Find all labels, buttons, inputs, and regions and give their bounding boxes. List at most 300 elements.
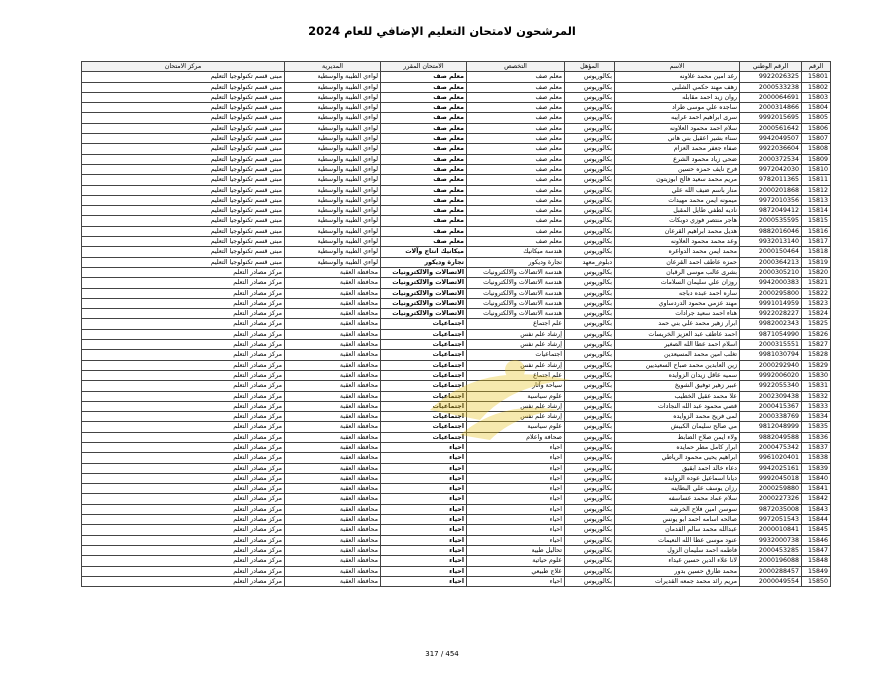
col-exam-cell: معلم صف: [381, 103, 467, 113]
col-number-cell: 15801: [802, 72, 831, 82]
col-specialization-cell: إرشاد علم نفس: [467, 401, 565, 411]
col-exam-cell: معلم صف: [381, 195, 467, 205]
col-national-id-cell: 9992015695: [740, 113, 802, 123]
col-name-cell: ناديه لطفي طايل المقبل: [615, 206, 740, 216]
col-qualification-cell: بكالوريوس: [565, 463, 615, 473]
col-specialization-cell: علاج طبيعي: [467, 566, 565, 576]
col-exam-cell: اجتماعيات: [381, 360, 467, 370]
col-specialization-cell: احياء: [467, 463, 565, 473]
col-exam-cell: احياء: [381, 556, 467, 566]
col-name-cell: مهند عزمي محمود الدردساوي: [615, 298, 740, 308]
col-name-cell: ضحى زياد محمود الشرع: [615, 154, 740, 164]
table-row: [82, 350, 831, 360]
col-exam-cell: معلم صف: [381, 72, 467, 82]
col-number-cell: 15825: [802, 319, 831, 329]
table-row: [82, 576, 831, 586]
col-exam-center-cell: مركز مصادر التعلم: [82, 473, 285, 483]
col-number-cell: 15827: [802, 340, 831, 350]
col-exam-center-cell: مبنى قسم تكنولوجيا التعليم: [82, 144, 285, 154]
col-national-id-cell: 9922036604: [740, 144, 802, 154]
col-number-cell: 15823: [802, 298, 831, 308]
col-qualification-cell: بكالوريوس: [565, 391, 615, 401]
col-qualification-cell: بكالوريوس: [565, 226, 615, 236]
col-specialization-cell: معلم صف: [467, 226, 565, 236]
col-qualification-cell: بكالوريوس: [565, 164, 615, 174]
col-number-cell: 15824: [802, 309, 831, 319]
col-qualification-cell: بكالوريوس: [565, 103, 615, 113]
col-exam-cell: معلم صف: [381, 123, 467, 133]
col-name-cell: ابراهيم يحيى محمود الرياطي: [615, 453, 740, 463]
col-directorate-cell: محافظة العقبة: [285, 381, 381, 391]
col-name-cell: عنود موسى عطا الله النعيمات: [615, 535, 740, 545]
col-exam-cell: معلم صف: [381, 164, 467, 174]
col-national-id-cell: 2000314866: [740, 103, 802, 113]
col-number-cell: 15806: [802, 123, 831, 133]
table-row: [82, 278, 831, 288]
col-national-id-cell: 9992006020: [740, 370, 802, 380]
col-specialization-cell: تحاليل طبية: [467, 545, 565, 555]
col-national-id-cell: 9991014959: [740, 298, 802, 308]
col-exam-center-cell: مركز مصادر التعلم: [82, 309, 285, 319]
col-qualification-cell: بكالوريوس: [565, 185, 615, 195]
col-exam-center-cell: مبنى قسم تكنولوجيا التعليم: [82, 154, 285, 164]
col-specialization-cell: هندسة الاتصالات والالكترونيات: [467, 267, 565, 277]
col-directorate-cell: لواءي الطيبة والوسطية: [285, 92, 381, 102]
col-exam-center-cell: مركز مصادر التعلم: [82, 556, 285, 566]
col-national-id-cell: 2000150464: [740, 247, 802, 257]
col-qualification-cell: بكالوريوس: [565, 422, 615, 432]
table-row: [82, 175, 831, 185]
col-number-cell: 15826: [802, 329, 831, 339]
col-qualification-cell: بكالوريوس: [565, 123, 615, 133]
col-specialization-cell: احياء: [467, 484, 565, 494]
table-row: [82, 391, 831, 401]
col-qualification-cell: بكالوريوس: [565, 453, 615, 463]
col-exam-cell: اجتماعيات: [381, 432, 467, 442]
table-row: [82, 473, 831, 483]
col-national-id-cell: 2002309438: [740, 391, 802, 401]
col-number-cell: 15819: [802, 257, 831, 267]
col-national-id-cell: 9882016046: [740, 226, 802, 236]
col-number-cell: 15828: [802, 350, 831, 360]
header-col-exam-center: مركز الامتحان: [82, 62, 285, 72]
col-specialization-cell: علم اجتماع: [467, 370, 565, 380]
col-exam-center-cell: مركز مصادر التعلم: [82, 412, 285, 422]
table-row: [82, 72, 831, 82]
table-row: [82, 566, 831, 576]
col-qualification-cell: بكالوريوس: [565, 360, 615, 370]
col-specialization-cell: معلم صف: [467, 82, 565, 92]
col-directorate-cell: محافظة العقبة: [285, 473, 381, 483]
col-directorate-cell: محافظة العقبة: [285, 309, 381, 319]
col-specialization-cell: معلم صف: [467, 144, 565, 154]
col-name-cell: سلام احمد محمود العلاونه: [615, 123, 740, 133]
col-specialization-cell: إرشاد علم نفس: [467, 340, 565, 350]
col-qualification-cell: بكالوريوس: [565, 504, 615, 514]
col-number-cell: 15834: [802, 412, 831, 422]
col-exam-center-cell: مبنى قسم تكنولوجيا التعليم: [82, 72, 285, 82]
col-number-cell: 15829: [802, 360, 831, 370]
col-qualification-cell: بكالوريوس: [565, 309, 615, 319]
col-exam-center-cell: مركز مصادر التعلم: [82, 545, 285, 555]
table-row: [82, 216, 831, 226]
table-row: [82, 247, 831, 257]
header-col-number: الرقم: [802, 62, 831, 72]
col-exam-center-cell: مركز مصادر التعلم: [82, 566, 285, 576]
col-specialization-cell: علوم سياسية: [467, 391, 565, 401]
col-name-cell: سوسن امين فلاح الخرشه: [615, 504, 740, 514]
col-exam-cell: معلم صف: [381, 144, 467, 154]
col-name-cell: فرح نايف حمزه حسين: [615, 164, 740, 174]
col-exam-cell: احياء: [381, 504, 467, 514]
col-national-id-cell: 2000535595: [740, 216, 802, 226]
col-exam-center-cell: مبنى قسم تكنولوجيا التعليم: [82, 92, 285, 102]
col-directorate-cell: محافظة العقبة: [285, 401, 381, 411]
col-number-cell: 15846: [802, 535, 831, 545]
col-qualification-cell: بكالوريوس: [565, 278, 615, 288]
col-specialization-cell: علم اجتماع: [467, 319, 565, 329]
col-specialization-cell: معلم صف: [467, 72, 565, 82]
col-number-cell: 15836: [802, 432, 831, 442]
table-row: [82, 412, 831, 422]
col-directorate-cell: محافظة العقبة: [285, 422, 381, 432]
col-specialization-cell: علوم حياتية: [467, 556, 565, 566]
col-name-cell: قصي محمود عبد الله النجادات: [615, 401, 740, 411]
col-name-cell: حمزه عاطف احمد القرعان: [615, 257, 740, 267]
table-row: [82, 463, 831, 473]
col-name-cell: هناء احمد سعيد جرادات: [615, 309, 740, 319]
col-number-cell: 15837: [802, 442, 831, 452]
col-directorate-cell: لواءي الطيبة والوسطية: [285, 82, 381, 92]
col-exam-center-cell: مبنى قسم تكنولوجيا التعليم: [82, 113, 285, 123]
col-qualification-cell: بكالوريوس: [565, 370, 615, 380]
col-name-cell: عبدالله محمد سالم القدمان: [615, 525, 740, 535]
col-specialization-cell: إرشاد علم نفس: [467, 360, 565, 370]
col-name-cell: علا محمد عقيل الخطيب: [615, 391, 740, 401]
col-name-cell: صفاء جعفر محمد العزام: [615, 144, 740, 154]
col-qualification-cell: بكالوريوس: [565, 515, 615, 525]
col-name-cell: مي صالح سليمان الكبيش: [615, 422, 740, 432]
col-number-cell: 15849: [802, 566, 831, 576]
col-qualification-cell: بكالوريوس: [565, 576, 615, 586]
col-exam-cell: تجارة وديكور: [381, 257, 467, 267]
col-exam-center-cell: مركز مصادر التعلم: [82, 267, 285, 277]
col-exam-center-cell: مركز مصادر التعلم: [82, 494, 285, 504]
col-specialization-cell: معلم صف: [467, 216, 565, 226]
col-exam-center-cell: مركز مصادر التعلم: [82, 350, 285, 360]
col-number-cell: 15845: [802, 525, 831, 535]
col-exam-cell: الاتصالات والالكترونيات: [381, 288, 467, 298]
col-exam-cell: احياء: [381, 453, 467, 463]
col-qualification-cell: بكالوريوس: [565, 545, 615, 555]
col-name-cell: روان زيد احمد مقابله: [615, 92, 740, 102]
col-exam-center-cell: مركز مصادر التعلم: [82, 401, 285, 411]
col-directorate-cell: لواءي الطيبة والوسطية: [285, 164, 381, 174]
col-specialization-cell: هندسة الاتصالات والالكترونيات: [467, 298, 565, 308]
col-qualification-cell: بكالوريوس: [565, 401, 615, 411]
col-number-cell: 15841: [802, 484, 831, 494]
col-directorate-cell: لواءي الطيبة والوسطية: [285, 247, 381, 257]
col-qualification-cell: بكالوريوس: [565, 566, 615, 576]
col-directorate-cell: لواءي الطيبة والوسطية: [285, 257, 381, 267]
col-number-cell: 15810: [802, 164, 831, 174]
col-exam-center-cell: مبنى قسم تكنولوجيا التعليم: [82, 237, 285, 247]
col-name-cell: دعاء خالد احمد ابقيق: [615, 463, 740, 473]
col-specialization-cell: معلم صف: [467, 175, 565, 185]
col-name-cell: ابرار زهير محمد علي بني حمد: [615, 319, 740, 329]
col-name-cell: بشرى غالب موسى الرقبان: [615, 267, 740, 277]
table-row: [82, 360, 831, 370]
header-col-national-id: الرقم الوطني: [740, 62, 802, 72]
col-number-cell: 15803: [802, 92, 831, 102]
col-qualification-cell: بكالوريوس: [565, 216, 615, 226]
col-national-id-cell: 2000475342: [740, 442, 802, 452]
col-exam-center-cell: مبنى قسم تكنولوجيا التعليم: [82, 185, 285, 195]
col-name-cell: زهف مهند حكمي الشلبي: [615, 82, 740, 92]
col-qualification-cell: بكالوريوس: [565, 556, 615, 566]
col-national-id-cell: 9972051543: [740, 515, 802, 525]
table-row: [82, 545, 831, 555]
col-directorate-cell: لواءي الطيبة والوسطية: [285, 134, 381, 144]
col-number-cell: 15848: [802, 556, 831, 566]
col-specialization-cell: احياء: [467, 473, 565, 483]
col-number-cell: 15822: [802, 288, 831, 298]
col-name-cell: لمى فريح محمد الزوايده: [615, 412, 740, 422]
col-national-id-cell: 9972010356: [740, 195, 802, 205]
table-header-row: [82, 62, 831, 72]
col-specialization-cell: معلم صف: [467, 123, 565, 133]
col-name-cell: سرى ابراهيم احمد غرايبه: [615, 113, 740, 123]
col-national-id-cell: 2000049554: [740, 576, 802, 586]
col-exam-center-cell: مركز مصادر التعلم: [82, 288, 285, 298]
col-number-cell: 15838: [802, 453, 831, 463]
col-directorate-cell: محافظة العقبة: [285, 442, 381, 452]
col-exam-center-cell: مبنى قسم تكنولوجيا التعليم: [82, 226, 285, 236]
col-name-cell: احمد عاطف عبد العزيز الخريسات: [615, 329, 740, 339]
col-directorate-cell: محافظة العقبة: [285, 515, 381, 525]
col-qualification-cell: بكالوريوس: [565, 298, 615, 308]
col-specialization-cell: سياحة وآثار: [467, 381, 565, 391]
col-national-id-cell: 2000295800: [740, 288, 802, 298]
col-exam-center-cell: مركز مصادر التعلم: [82, 484, 285, 494]
col-exam-center-cell: مركز مصادر التعلم: [82, 525, 285, 535]
col-qualification-cell: دبلوم_معهد: [565, 257, 615, 267]
col-national-id-cell: 2000315551: [740, 340, 802, 350]
col-national-id-cell: 2000533238: [740, 82, 802, 92]
col-exam-cell: احياء: [381, 525, 467, 535]
col-specialization-cell: معلم صف: [467, 103, 565, 113]
col-number-cell: 15831: [802, 381, 831, 391]
col-name-cell: وعد محمد محمود العلاونه: [615, 237, 740, 247]
col-exam-center-cell: مبنى قسم تكنولوجيا التعليم: [82, 103, 285, 113]
col-number-cell: 15817: [802, 237, 831, 247]
col-national-id-cell: 2000372534: [740, 154, 802, 164]
col-qualification-cell: بكالوريوس: [565, 412, 615, 422]
col-national-id-cell: 2000561642: [740, 123, 802, 133]
col-qualification-cell: بكالوريوس: [565, 206, 615, 216]
col-number-cell: 15809: [802, 154, 831, 164]
table-row: [82, 113, 831, 123]
col-directorate-cell: محافظة العقبة: [285, 545, 381, 555]
col-exam-cell: معلم صف: [381, 206, 467, 216]
table-row: [82, 195, 831, 205]
col-name-cell: مريم رائد محمد جمعه القديرات: [615, 576, 740, 586]
col-name-cell: مريم محمد سعيد فالح ابوزيتون: [615, 175, 740, 185]
col-number-cell: 15835: [802, 422, 831, 432]
col-directorate-cell: محافظة العقبة: [285, 288, 381, 298]
col-exam-center-cell: مركز مصادر التعلم: [82, 453, 285, 463]
col-exam-center-cell: مبنى قسم تكنولوجيا التعليم: [82, 123, 285, 133]
col-directorate-cell: لواءي الطيبة والوسطية: [285, 123, 381, 133]
col-exam-cell: احياء: [381, 484, 467, 494]
col-exam-center-cell: مركز مصادر التعلم: [82, 319, 285, 329]
col-directorate-cell: محافظة العقبة: [285, 298, 381, 308]
col-qualification-cell: بكالوريوس: [565, 473, 615, 483]
col-national-id-cell: 2000201868: [740, 185, 802, 195]
col-name-cell: فاطمه احمد سليمان الزول: [615, 545, 740, 555]
col-exam-cell: احياء: [381, 494, 467, 504]
col-specialization-cell: احياء: [467, 515, 565, 525]
col-qualification-cell: بكالوريوس: [565, 484, 615, 494]
col-directorate-cell: محافظة العقبة: [285, 525, 381, 535]
table-row: [82, 267, 831, 277]
col-specialization-cell: احياء: [467, 504, 565, 514]
col-qualification-cell: بكالوريوس: [565, 82, 615, 92]
col-specialization-cell: هندسة الاتصالات والالكترونيات: [467, 278, 565, 288]
col-directorate-cell: لواءي الطيبة والوسطية: [285, 144, 381, 154]
col-directorate-cell: لواءي الطيبة والوسطية: [285, 185, 381, 195]
col-specialization-cell: احياء: [467, 535, 565, 545]
col-exam-center-cell: مبنى قسم تكنولوجيا التعليم: [82, 206, 285, 216]
table-row: [82, 442, 831, 452]
col-national-id-cell: 9812048999: [740, 422, 802, 432]
col-national-id-cell: 9942000383: [740, 278, 802, 288]
col-national-id-cell: 2000259880: [740, 484, 802, 494]
col-directorate-cell: محافظة العقبة: [285, 432, 381, 442]
table-row: [82, 298, 831, 308]
col-exam-center-cell: مركز مصادر التعلم: [82, 298, 285, 308]
col-qualification-cell: بكالوريوس: [565, 535, 615, 545]
col-exam-cell: احياء: [381, 576, 467, 586]
col-exam-cell: احياء: [381, 442, 467, 452]
col-directorate-cell: لواءي الطيبة والوسطية: [285, 206, 381, 216]
col-exam-cell: معلم صف: [381, 154, 467, 164]
col-specialization-cell: معلم صف: [467, 134, 565, 144]
col-number-cell: 15815: [802, 216, 831, 226]
col-name-cell: ساجده علي موسى طراد: [615, 103, 740, 113]
col-national-id-cell: 9872035008: [740, 504, 802, 514]
table-row: [82, 134, 831, 144]
col-national-id-cell: 9922028227: [740, 309, 802, 319]
col-exam-center-cell: مركز مصادر التعلم: [82, 370, 285, 380]
col-name-cell: سلام عماد محمد عساسفه: [615, 494, 740, 504]
col-directorate-cell: محافظة العقبة: [285, 278, 381, 288]
col-name-cell: اسلام احمد عطا الله الصغير: [615, 340, 740, 350]
col-number-cell: 15843: [802, 504, 831, 514]
table-row: [82, 319, 831, 329]
table-row: [82, 504, 831, 514]
table-row: [82, 494, 831, 504]
col-exam-cell: اجتماعيات: [381, 401, 467, 411]
col-qualification-cell: بكالوريوس: [565, 247, 615, 257]
col-national-id-cell: 2000338769: [740, 412, 802, 422]
col-qualification-cell: بكالوريوس: [565, 350, 615, 360]
col-specialization-cell: معلم صف: [467, 195, 565, 205]
col-national-id-cell: 9882049588: [740, 432, 802, 442]
col-directorate-cell: لواءي الطيبة والوسطية: [285, 103, 381, 113]
col-exam-cell: معلم صف: [381, 226, 467, 236]
col-exam-cell: احياء: [381, 463, 467, 473]
col-national-id-cell: 9942025161: [740, 463, 802, 473]
col-number-cell: 15816: [802, 226, 831, 236]
col-directorate-cell: محافظة العقبة: [285, 504, 381, 514]
col-specialization-cell: احياء: [467, 525, 565, 535]
col-national-id-cell: 2000305210: [740, 267, 802, 277]
col-qualification-cell: بكالوريوس: [565, 340, 615, 350]
col-exam-center-cell: مركز مصادر التعلم: [82, 360, 285, 370]
col-specialization-cell: معلم صف: [467, 113, 565, 123]
table-row: [82, 144, 831, 154]
col-exam-center-cell: مبنى قسم تكنولوجيا التعليم: [82, 175, 285, 185]
col-name-cell: هديل محمد ابراهيم القرعان: [615, 226, 740, 236]
col-exam-center-cell: مركز مصادر التعلم: [82, 442, 285, 452]
col-national-id-cell: 9942049507: [740, 134, 802, 144]
col-qualification-cell: بكالوريوس: [565, 195, 615, 205]
col-qualification-cell: بكالوريوس: [565, 267, 615, 277]
col-exam-center-cell: مبنى قسم تكنولوجيا التعليم: [82, 257, 285, 267]
col-directorate-cell: محافظة العقبة: [285, 576, 381, 586]
table-row: [82, 329, 831, 339]
col-exam-center-cell: مبنى قسم تكنولوجيا التعليم: [82, 164, 285, 174]
col-number-cell: 15847: [802, 545, 831, 555]
col-number-cell: 15813: [802, 195, 831, 205]
col-specialization-cell: صحافة واعلام: [467, 432, 565, 442]
col-exam-center-cell: مبنى قسم تكنولوجيا التعليم: [82, 82, 285, 92]
table-row: [82, 556, 831, 566]
col-exam-center-cell: مبنى قسم تكنولوجيا التعليم: [82, 247, 285, 257]
col-number-cell: 15833: [802, 401, 831, 411]
col-directorate-cell: لواءي الطيبة والوسطية: [285, 226, 381, 236]
col-exam-center-cell: مبنى قسم تكنولوجيا التعليم: [82, 134, 285, 144]
col-number-cell: 15832: [802, 391, 831, 401]
table-body: [82, 72, 831, 587]
col-national-id-cell: 2000292940: [740, 360, 802, 370]
col-number-cell: 15807: [802, 134, 831, 144]
col-directorate-cell: لواءي الطيبة والوسطية: [285, 195, 381, 205]
col-specialization-cell: تجارة وديكور: [467, 257, 565, 267]
col-exam-center-cell: مركز مصادر التعلم: [82, 432, 285, 442]
col-directorate-cell: لواءي الطيبة والوسطية: [285, 113, 381, 123]
col-national-id-cell: 2000415367: [740, 401, 802, 411]
page-number: 317 / 454: [425, 650, 459, 658]
col-number-cell: 15844: [802, 515, 831, 525]
col-name-cell: منار باسم ضيف الله علي: [615, 185, 740, 195]
col-number-cell: 15850: [802, 576, 831, 586]
col-name-cell: رغد امين محمد علاونه: [615, 72, 740, 82]
table-row: [82, 484, 831, 494]
col-directorate-cell: محافظة العقبة: [285, 350, 381, 360]
col-exam-cell: احياء: [381, 535, 467, 545]
col-directorate-cell: محافظة العقبة: [285, 412, 381, 422]
col-number-cell: 15814: [802, 206, 831, 216]
col-national-id-cell: 9992045018: [740, 473, 802, 483]
col-national-id-cell: 2000064691: [740, 92, 802, 102]
col-national-id-cell: 9982002343: [740, 319, 802, 329]
col-exam-center-cell: مركز مصادر التعلم: [82, 391, 285, 401]
table-row: [82, 185, 831, 195]
col-exam-cell: معلم صف: [381, 237, 467, 247]
col-exam-center-cell: مركز مصادر التعلم: [82, 422, 285, 432]
